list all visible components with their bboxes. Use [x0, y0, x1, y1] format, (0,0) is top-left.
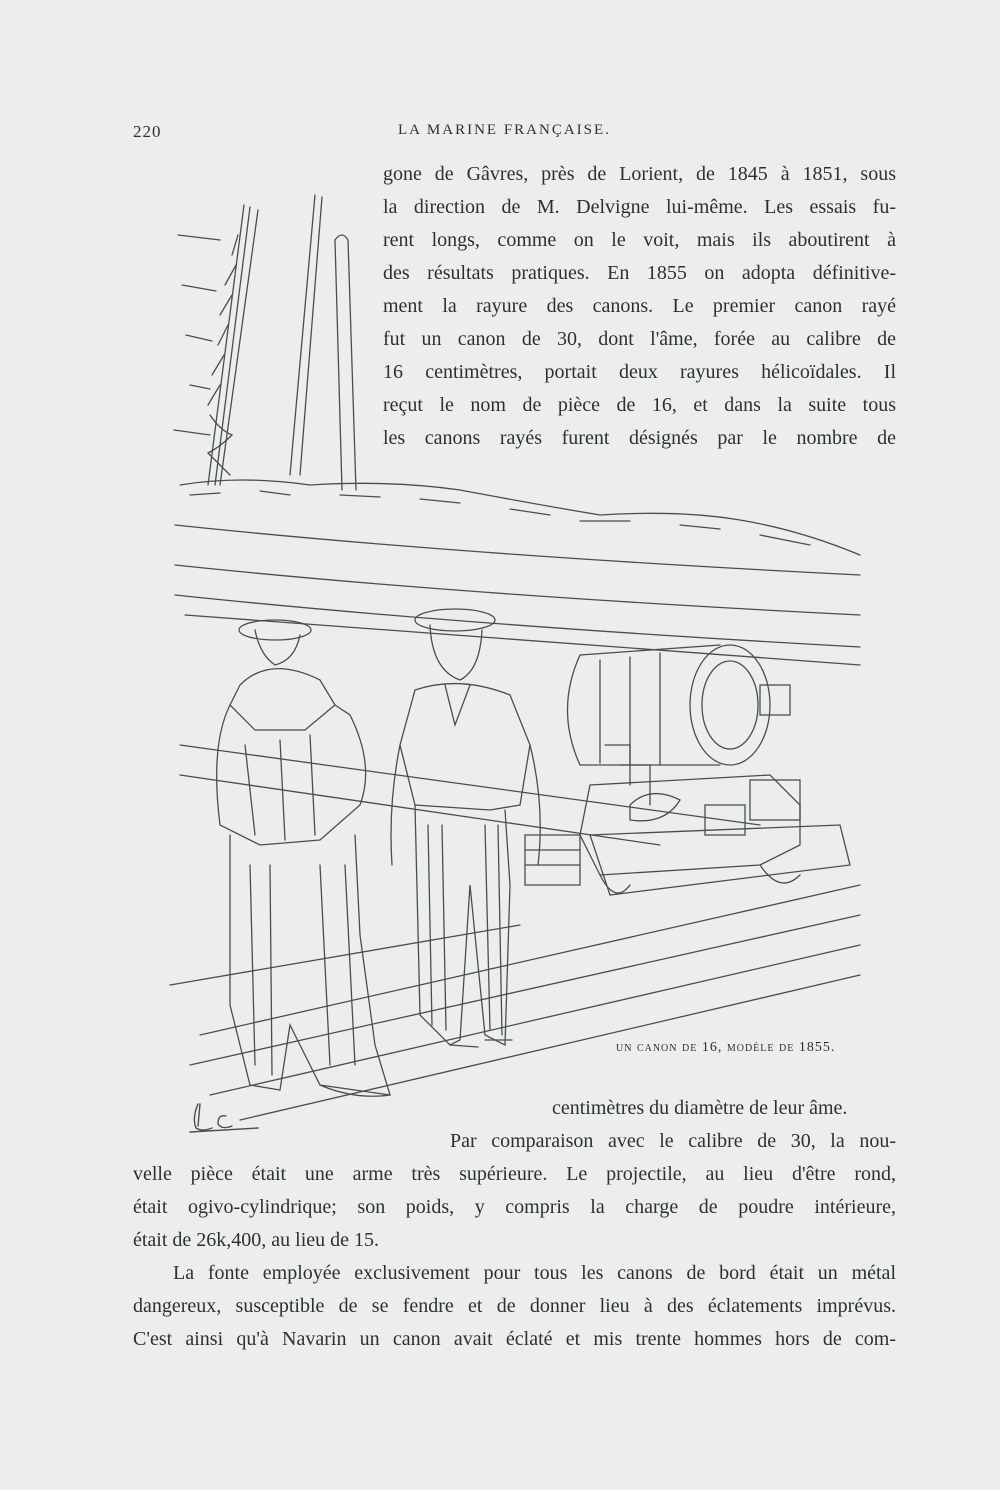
paragraph-line: les canons rayés furent désignés par le nombre de: [383, 427, 896, 449]
deck-planks: [170, 885, 860, 1120]
paragraph-line: 16 centimètres, portait deux rayures hélicoïdales. Il: [383, 361, 896, 383]
paragraph-line: dangereux, susceptible de se fendre et de donner lieu à des éclatements imprévus.: [133, 1295, 896, 1317]
paragraph-line: Par comparaison avec le calibre de 30, la nou-: [450, 1130, 896, 1152]
paragraph-line: velle pièce était une arme très supérieure. Le projectile, au lieu d'être rond,: [133, 1163, 896, 1185]
figure-caption: un canon de 16, modèle de 1855.: [616, 1040, 836, 1055]
mast: [335, 235, 356, 490]
cannon: [525, 645, 850, 895]
paragraph-line: gone de Gâvres, près de Lorient, de 1845 à 1851, sous: [383, 163, 896, 185]
paragraph-line: C'est ainsi qu'à Navarin un canon avait éclaté et mis trente hommes hors de com-: [133, 1328, 896, 1350]
paragraph-line: ment la rayure des canons. Le premier canon rayé: [383, 295, 896, 317]
illustration: [160, 185, 880, 1130]
paragraph-line: des résultats pratiques. En 1855 on adopta définitive-: [383, 262, 896, 284]
running-title: LA MARINE FRANÇAISE.: [398, 122, 611, 138]
paragraph-line: centimètres du diamètre de leur âme.: [552, 1097, 848, 1119]
paragraph-line: La fonte employée exclusivement pour tous les canons de bord était un métal: [173, 1262, 896, 1284]
rigging: [174, 195, 322, 485]
artist-signature: [188, 1098, 268, 1138]
paragraph-line: fut un canon de 30, dont l'âme, forée au calibre de: [383, 328, 896, 350]
paragraph-line: la direction de M. Delvigne lui-même. Les essais fu-: [383, 196, 896, 218]
bulwark: [175, 525, 860, 845]
sailor-right: [391, 609, 540, 1047]
coastline: [180, 480, 860, 555]
paragraph-line: rent longs, comme on le voit, mais ils aboutirent à: [383, 229, 896, 251]
paragraph-line: reçut le nom de pièce de 16, et dans la suite tous: [383, 394, 896, 416]
paragraph-line: était de 26k,400, au lieu de 15.: [133, 1229, 380, 1251]
page-number: 220: [133, 122, 162, 141]
paragraph-line: était ogivo-cylindrique; son poids, y compris la charge de poudre intérieure,: [133, 1196, 896, 1218]
